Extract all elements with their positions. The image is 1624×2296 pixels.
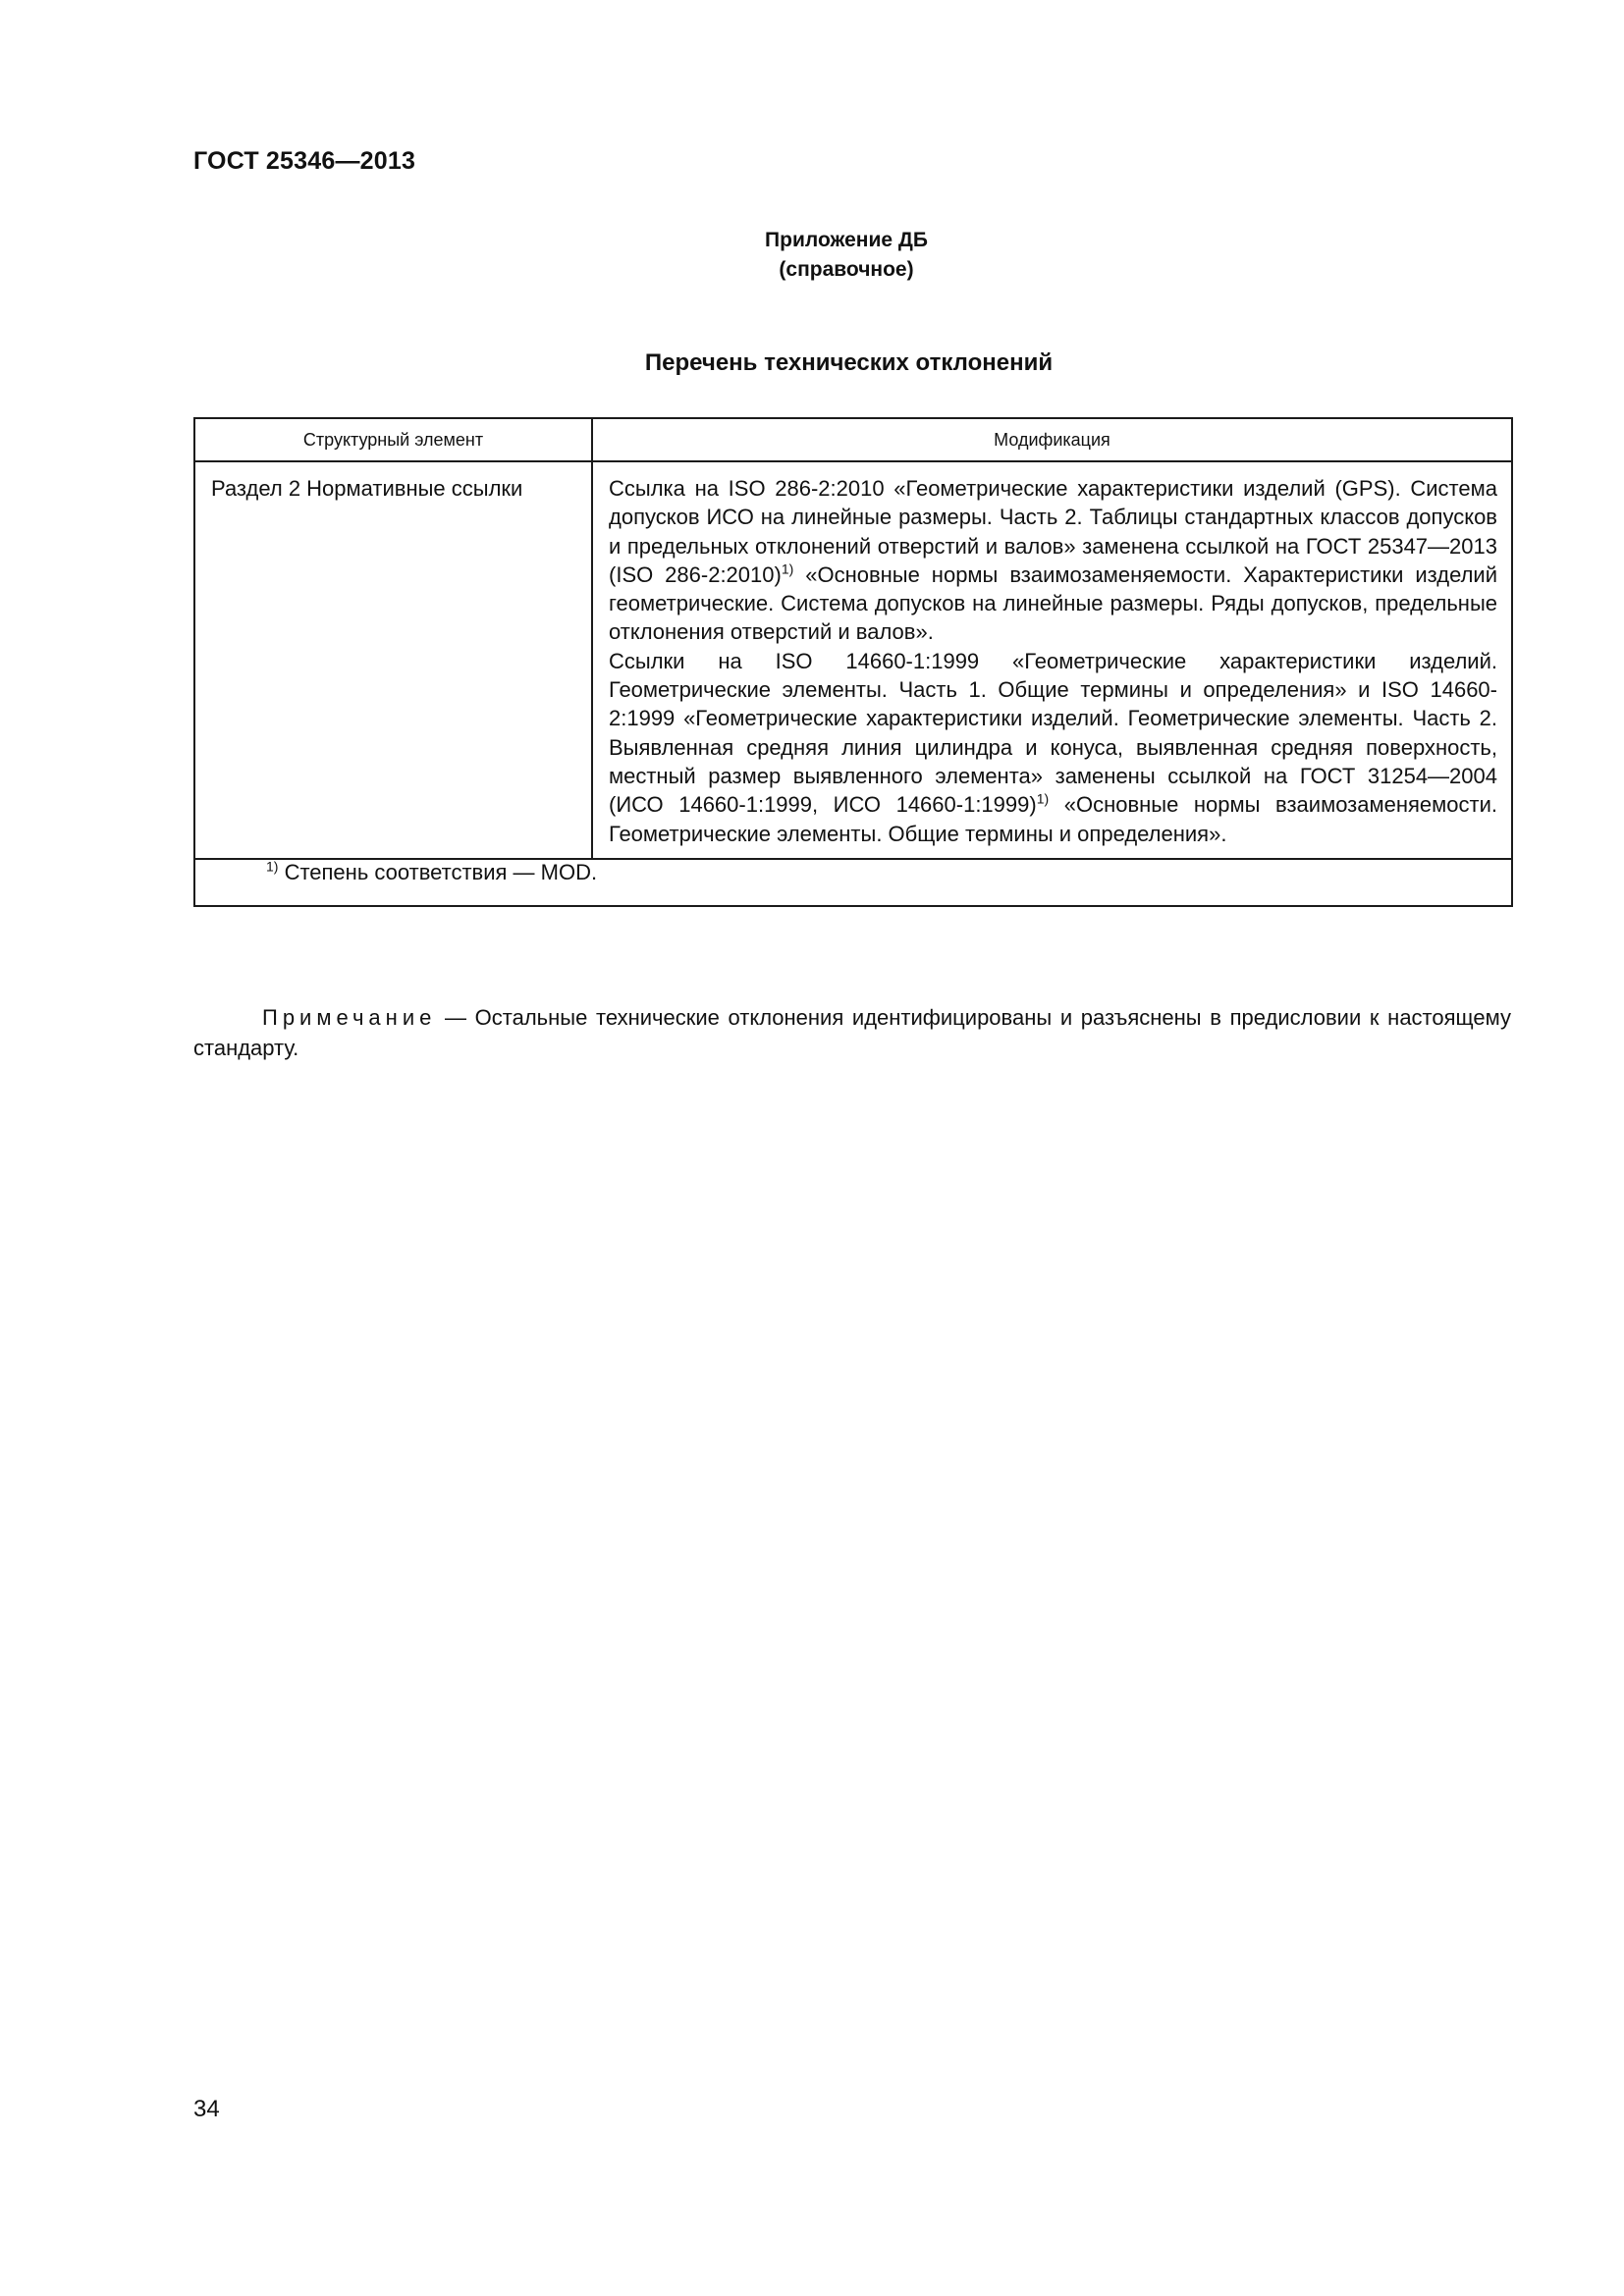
note-paragraph	[193, 1002, 1511, 1063]
modification-text: «Основные нормы взаимозаменяемости. Геометрические элементы. Общие термины и определения».	[609, 792, 1498, 846]
appendix-title: Приложение ДБ	[765, 229, 928, 251]
footnote-text: Степень соответствия — MOD.	[278, 859, 598, 884]
column-header-element: Структурный элемент	[194, 418, 592, 461]
table-header-row	[194, 418, 1512, 461]
modification-text: Ссылка на ISO 286-2:2010 «Геометрические характеристики изделий (GPS). Система допусков ИСО на линейные размеры. Часть 2. Таблицы стандартных классов допусков и предельных отклонений отверстий и валов» заменена ссылкой на ГОСТ 25347—2013 (ISO 286-2:2010)	[609, 476, 1497, 587]
note-label: Примечание	[262, 1005, 437, 1030]
column-header-modification: Модификация	[592, 418, 1512, 461]
table-title: Перечень технических отклонений	[644, 349, 1054, 376]
structural-element-cell: Раздел 2 Нормативные ссылки	[194, 461, 592, 859]
table-row	[194, 461, 1512, 859]
note-text: — Остальные технические отклонения идентифицированы и разъяснены в предисловии к настоящему стандарту.	[193, 1005, 1511, 1060]
page-number: 34	[193, 2096, 220, 2122]
footnote-reference: 1)	[781, 561, 794, 577]
appendix-heading	[0, 226, 1624, 285]
modification-cell	[592, 461, 1512, 859]
document-code: ГОСТ 25346—2013	[193, 147, 416, 175]
modification-text: Ссылки на ISO 14660-1:1999 «Геометрические характеристики изделий. Геометрические элементы. Часть 1. Общие термины и определения» и ISO 14660-2:1999 «Геометрические характеристики изделий. Геометрические элементы. Часть 2. Выявленная средняя линия цилиндра и конуса, выявленная средняя поверхность, местный размер выявленного элемента» заменены ссылкой на ГОСТ 31254—2004 (ИСО 14660-1:1999, ИСО 14660-1:1999)	[609, 648, 1497, 818]
footnote-mark: 1)	[266, 858, 279, 875]
modification-paragraph-2	[609, 647, 1497, 848]
appendix-subtitle: (справочное)	[779, 258, 914, 281]
footnote-reference: 1)	[1036, 790, 1050, 807]
modification-text: «Основные нормы взаимозаменяемости. Характеристики изделий геометрические. Система допусков на линейные размеры. Ряды допусков, предельные отклонения отверстий и валов».	[609, 561, 1497, 645]
table-footnote	[194, 859, 1512, 906]
table-footnote-row	[194, 859, 1512, 906]
modification-paragraph-1	[609, 474, 1497, 647]
deviations-table	[193, 417, 1513, 907]
